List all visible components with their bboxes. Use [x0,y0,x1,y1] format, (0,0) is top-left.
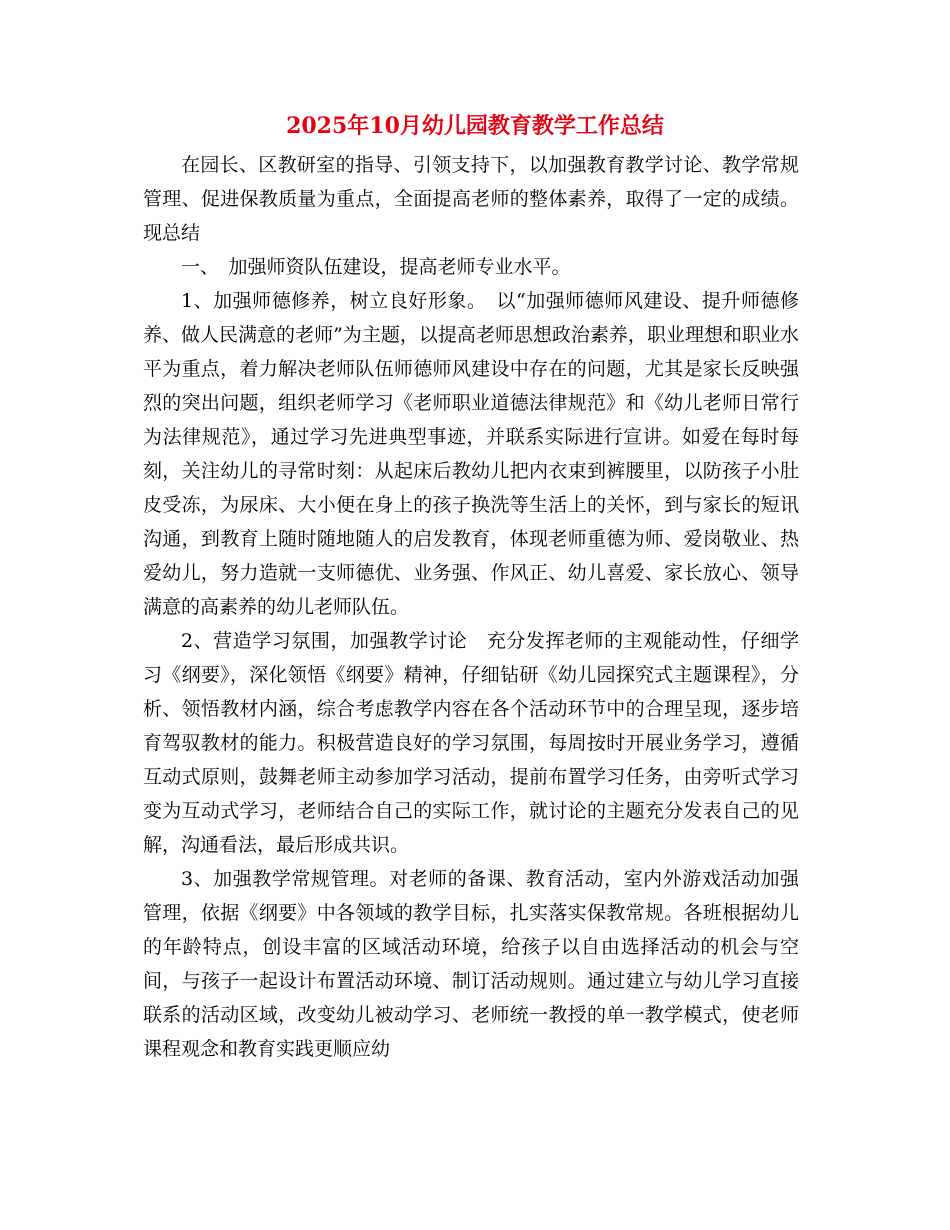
document-title: 2025年10月幼儿园教育教学工作总结 [286,113,664,139]
paragraph-intro: 在园长、区教研室的指导、引领支持下，以加强教育教学讨论、教学常规管理、促进保教质量为重点，全面提高老师的整体素养，取得了一定的成绩。现总结 [143,154,799,244]
section-heading-1: 一、 加强师资队伍建设，提高老师专业水平。 [181,256,571,278]
paragraph-ethics: 1、加强师德修养，树立良好形象。 以“加强师德师风建设、提升师德修养、做人民满意的老师”为主题，以提高老师思想政治素养，职业理想和职业水平为重点，着力解决老师队伍师德师风建设中存在的问题，尤其是家长反映强烈的突出问题，组织老师学习《老师职业道德法律规范》和《幼儿老师日常行为法律规范》，通过学习先进典型事迹，并联系实际进行宣讲。如爱在每时每刻，关注幼儿的寻常时刻：从起床后教幼儿把内衣束到裤腰里，以防孩子小肚皮受冻，为尿床、大小便在身上的孩子换洗等生活上的关怀，到与家长的短讯沟通，到教育上随时随地随人的启发教育，体现老师重德为师、爱岗敬业、热爱幼儿，努力造就一支师德优、业务强、作风正、幼儿喜爱、家长放心、领导满意的高素养的幼儿老师队伍。 [143,290,799,618]
document-body [143,148,799,1066]
paragraph-routine: 3、加强教学常规管理。对老师的备课、教育活动，室内外游戏活动加强管理，依据《纲要》中各领域的教学目标，扎实落实保教常规。各班根据幼儿的年龄特点，创设丰富的区域活动环境，给孩子以自由选择活动的机会与空间，与孩子一起设计布置活动环境、制订活动规则。通过建立与幼儿学习直接联系的活动区域，改变幼儿被动学习、老师统一教授的单一教学模式，使老师课程观念和教育实践更顺应幼 [143,868,799,1060]
paragraph-learning: 2、营造学习氛围，加强教学讨论 充分发挥老师的主观能动性，仔细学习《纲要》，深化领悟《纲要》精神，仔细钻研《幼儿园探究式主题课程》，分析、领悟教材内涵，综合考虑教学内容在各个活动环节中的合理呈现，逐步培育驾驭教材的能力。积极营造良好的学习氛围，每周按时开展业务学习，遵循互动式原则，鼓舞老师主动参加学习活动，提前布置学习任务，由旁听式学习变为互动式学习，老师结合自己的实际工作，就讨论的主题充分发表自己的见解，沟通看法，最后形成共识。 [143,630,799,856]
